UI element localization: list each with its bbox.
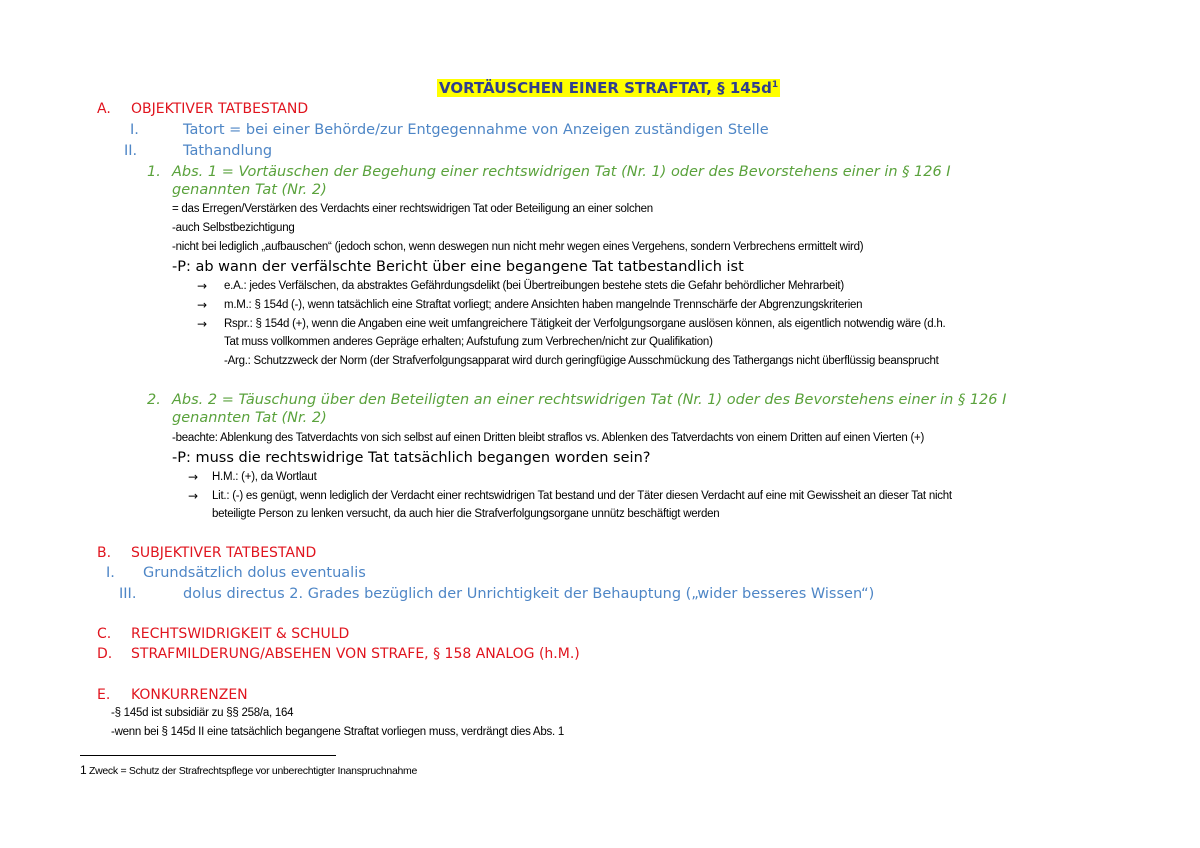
arrow-icon: → — [188, 470, 199, 484]
abs1-opinion-mm: m.M.: § 154d (-), wenn tatsächlich eine Straftat vorliegt; andere Ansichten haben mangelnde Trennschärfe der Abgrenzungskriterien — [224, 299, 863, 311]
abs2-beachte: -beachte: Ablenkung des Tatverdachts von sich selbst auf einen Dritten bleibt straflos vs. Ablenken des Tatverdachts von einem Dritten auf einen Vierten (+) — [172, 432, 925, 444]
arrow-icon: → — [197, 298, 208, 312]
abs2-line1: Abs. 2 = Täuschung über den Beteiligten an einer rechtswidrigen Tat (Nr. 1) oder des Bevorstehens einer in § 126 I — [172, 392, 1007, 408]
abs1-num: 1. — [147, 164, 161, 180]
abs2-opinion-lit-1: Lit.: (-) es genügt, wenn lediglich der Verdacht einer rechtswidrigen Tat bestand und der Täter diesen Verdacht auf eine mit Gewissheit an dieser Tat nicht — [212, 490, 952, 502]
arrow-icon: → — [197, 317, 208, 331]
abs1-definition: = das Erregen/Verstärken des Verdachts einer rechtswidrigen Tat oder Beteiligung an einer solchen — [172, 203, 653, 215]
abs2-num: 2. — [147, 392, 161, 408]
abs2-opinion-hm: H.M.: (+), da Wortlaut — [212, 471, 317, 483]
konkurrenzen-line-2: -wenn bei § 145d II eine tatsächlich begangene Straftat vorliegen muss, verdrängt dies Abs. 1 — [111, 726, 565, 738]
abs1-opinion-rspr-arg: -Arg.: Schutzzweck der Norm (der Strafverfolgungsapparat wird durch geringfügige Ausschmückung des Tathergangs nicht überflüssig beansprucht — [224, 355, 939, 367]
abs1-opinion-ea: e.A.: jedes Verfälschen, da abstraktes Gefährdungsdelikt (bei Übertreibungen bestehe stets die Gefahr behördlicher Mehrarbeit) — [224, 280, 844, 292]
abs2-line2: genannten Tat (Nr. 2) — [172, 410, 327, 426]
section-a-heading: OBJEKTIVER TATBESTAND — [131, 101, 309, 117]
section-d-heading: STRAFMILDERUNG/ABSEHEN VON STRAFE, § 158 ANALOG (h.M.) — [131, 646, 580, 662]
b-i-text: Grundsätzlich dolus eventualis — [143, 565, 366, 581]
footnote-separator — [80, 755, 336, 756]
section-c-heading: RECHTSWIDRIGKEIT & SCHULD — [131, 626, 350, 642]
abs1-line2: genannten Tat (Nr. 2) — [172, 182, 327, 198]
abs1-opinion-rspr-2: Tat muss vollkommen anderes Gepräge erhalten; Aufstufung zum Verbrechen/nicht zur Qualifikation) — [224, 336, 713, 348]
abs1-note-aufbauschen: -nicht bei lediglich „aufbauschen“ (jedoch schon, wenn deswegen nun nicht mehr wegen eines Vergehens, sondern Verbrechens ermittelt wird) — [172, 241, 864, 253]
arrow-icon: → — [197, 279, 208, 293]
section-d-letter: D. — [97, 646, 113, 662]
section-b-letter: B. — [97, 545, 112, 561]
a-ii-text: Tathandlung — [183, 143, 273, 159]
footnote-text: Zweck = Schutz der Strafrechtspflege vor unberechtigter Inanspruchnahme — [89, 765, 418, 777]
arrow-icon: → — [188, 489, 199, 503]
b-iii-text: dolus directus 2. Grades bezüglich der Unrichtigkeit der Behauptung („wider besseres Wissen“) — [183, 586, 875, 602]
title-footnote-ref: 1 — [771, 80, 779, 90]
abs2-opinion-lit-2: beteiligte Person zu lenken versucht, da auch hier die Strafverfolgungsorgane unnütz beschäftigt werden — [212, 508, 720, 520]
konkurrenzen-line-1: -§ 145d ist subsidiär zu §§ 258/a, 164 — [111, 707, 294, 719]
abs1-opinion-rspr-1: Rspr.: § 154d (+), wenn die Angaben eine weit umfangreichere Tätigkeit der Verfolgungsorgane auslösen können, als eigentlich notwendig wäre (d.h. — [224, 318, 946, 330]
a-i-num: I. — [130, 122, 139, 138]
b-iii-num: III. — [119, 586, 137, 602]
title-text: VORTÄUSCHEN EINER STRAFTAT, § 145d — [439, 79, 772, 97]
section-e-heading: KONKURRENZEN — [131, 687, 248, 703]
b-i-num: I. — [106, 565, 115, 581]
footnote-number: 1 — [80, 763, 87, 777]
section-a-letter: A. — [97, 101, 111, 117]
abs1-problem: -P: ab wann der verfälschte Bericht über eine begangene Tat tatbestandlich ist — [172, 259, 744, 275]
section-c-letter: C. — [97, 626, 112, 642]
a-ii-num: II. — [124, 143, 138, 159]
section-b-heading: SUBJEKTIVER TATBESTAND — [131, 545, 317, 561]
abs1-note-selbst: -auch Selbstbezichtigung — [172, 222, 295, 234]
abs1-line1: Abs. 1 = Vortäuschen der Begehung einer rechtswidrigen Tat (Nr. 1) oder des Bevorstehens einer in § 126 I — [172, 164, 951, 180]
a-i-text: Tatort = bei einer Behörde/zur Entgegennahme von Anzeigen zuständigen Stelle — [183, 122, 769, 138]
footnote — [80, 763, 417, 777]
page-title — [437, 79, 780, 97]
section-e-letter: E. — [97, 687, 111, 703]
abs2-problem: -P: muss die rechtswidrige Tat tatsächlich begangen worden sein? — [172, 450, 651, 466]
